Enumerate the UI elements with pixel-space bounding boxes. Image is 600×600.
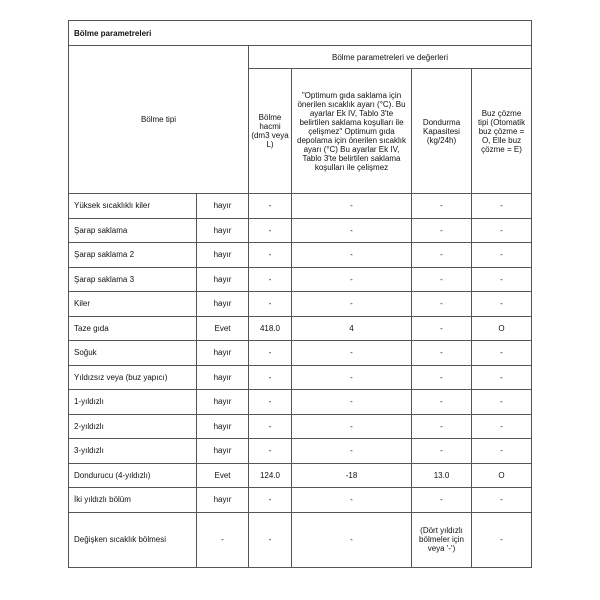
compartment-name-cell: 2-yıldızlı [69,414,197,439]
compartment-name-cell: Taze gıda [69,316,197,341]
defrost-type-cell: - [472,218,532,243]
table-row [69,316,532,341]
temperature-cell: - [292,267,412,292]
volume-cell: - [249,267,292,292]
compartment-name-cell: Şarap saklama [69,218,197,243]
volume-cell: - [249,218,292,243]
compartment-name-cell: 3-yıldızlı [69,439,197,464]
freezing-capacity-cell: - [412,439,472,464]
defrost-type-cell: - [472,194,532,219]
defrost-type-cell: - [472,267,532,292]
compartment-present-cell: hayır [197,341,249,366]
compartment-type-header: Bölme tipi [69,46,249,194]
temperature-cell: - [292,341,412,366]
volume-cell: - [249,390,292,415]
temperature-cell: - [292,218,412,243]
volume-cell: - [249,488,292,513]
freezing-capacity-cell: - [412,218,472,243]
defrost-type-cell: - [472,365,532,390]
compartment-name-cell: Değişken sıcaklık bölmesi [69,512,197,567]
compartment-present-cell: hayır [197,439,249,464]
freezing-capacity-cell: 13.0 [412,463,472,488]
compartment-name-cell: Soğuk [69,341,197,366]
freezing-capacity-cell: - [412,316,472,341]
freezing-capacity-note: (Dört yıldızlı bölmeler için veya '-') [419,526,464,553]
freezing-capacity-cell: - [412,341,472,366]
temperature-cell: - [292,488,412,513]
compartment-name-cell: Yüksek sıcaklıklı kiler [69,194,197,219]
table-row [69,267,532,292]
compartment-present-cell: - [197,512,249,567]
compartment-name-cell: İki yıldızlı bölüm [69,488,197,513]
defrost-type-cell: - [472,341,532,366]
compartment-present-cell: hayır [197,292,249,317]
table-row [69,341,532,366]
document-page [68,20,531,568]
parameters-group-header: Bölme parametreleri ve değerleri [249,46,532,69]
compartment-name-cell: Şarap saklama 3 [69,267,197,292]
volume-cell: - [249,194,292,219]
table-row [69,243,532,268]
defrost-type-cell: - [472,292,532,317]
table-row [69,390,532,415]
table-row [69,414,532,439]
compartment-present-cell: hayır [197,414,249,439]
compartment-name-cell: Yıldızsız veya (buz yapıcı) [69,365,197,390]
compartment-present-cell: hayır [197,488,249,513]
table-row [69,218,532,243]
volume-cell: 124.0 [249,463,292,488]
defrost-type-cell: - [472,488,532,513]
table-row [69,194,532,219]
table-row [69,512,532,567]
table-title: Bölme parametreleri [69,21,532,46]
defrost-type-cell: - [472,390,532,415]
volume-cell: - [249,414,292,439]
temperature-cell: - [292,365,412,390]
compartment-present-cell: hayır [197,243,249,268]
compartment-present-cell: hayır [197,218,249,243]
temperature-cell: - [292,414,412,439]
compartment-name-cell: Kiler [69,292,197,317]
volume-cell: - [249,292,292,317]
defrost-type-cell: - [472,414,532,439]
temperature-header: "Optimum gıda saklama için önerilen sıcaklık ayarı (°C). Bu ayarlar Ek IV, Tablo 3'te belirtilen saklama koşulları ile çelişmez" Optimum gıda depolama için önerilen sıcaklık ayarı (°C) Bu ayarlar Ek IV, Tablo 3'te belirtilen saklama koşulları ile çelişmez [292,69,412,194]
defrost-type-cell: - [472,512,532,567]
freezing-capacity-cell: - [412,365,472,390]
temperature-cell: - [292,439,412,464]
freezing-capacity-cell: - [412,488,472,513]
compartment-name-cell: 1-yıldızlı [69,390,197,415]
temperature-cell: - [292,512,412,567]
temperature-cell: - [292,194,412,219]
defrost-type-cell: - [472,439,532,464]
freezing-capacity-cell [412,512,472,567]
compartment-present-cell: hayır [197,194,249,219]
freezing-capacity-cell: - [412,390,472,415]
table-row [69,365,532,390]
temperature-cell: - [292,390,412,415]
freezing-capacity-cell: - [412,414,472,439]
volume-cell: 418.0 [249,316,292,341]
table-row [69,439,532,464]
compartment-present-cell: hayır [197,365,249,390]
temperature-cell: - [292,243,412,268]
temperature-cell: - [292,292,412,317]
defrost-type-cell: O [472,316,532,341]
freezing-capacity-cell: - [412,194,472,219]
compartment-present-cell: Evet [197,316,249,341]
freezing-capacity-cell: - [412,267,472,292]
compartment-parameters-table [68,20,532,568]
volume-cell: - [249,512,292,567]
temperature-cell: 4 [292,316,412,341]
table-row [69,292,532,317]
compartment-present-cell: hayır [197,390,249,415]
volume-cell: - [249,243,292,268]
volume-cell: - [249,439,292,464]
defrost-type-cell: O [472,463,532,488]
table-body [69,194,532,568]
compartment-name-cell: Şarap saklama 2 [69,243,197,268]
volume-cell: - [249,341,292,366]
defrost-type-cell: - [472,243,532,268]
volume-cell: - [249,365,292,390]
volume-header: Bölme hacmi (dm3 veya L) [249,69,292,194]
compartment-name-cell: Dondurucu (4-yıldızlı) [69,463,197,488]
compartment-present-cell: Evet [197,463,249,488]
freezing-capacity-cell: - [412,243,472,268]
table-row [69,463,532,488]
compartment-present-cell: hayır [197,267,249,292]
defrost-type-header: Buz çözme tipi (Otomatik buz çözme = O, Elle buz çözme = E) [472,69,532,194]
freezing-capacity-header: Dondurma Kapasitesi (kg/24h) [412,69,472,194]
freezing-capacity-cell: - [412,292,472,317]
table-row [69,488,532,513]
temperature-cell: -18 [292,463,412,488]
